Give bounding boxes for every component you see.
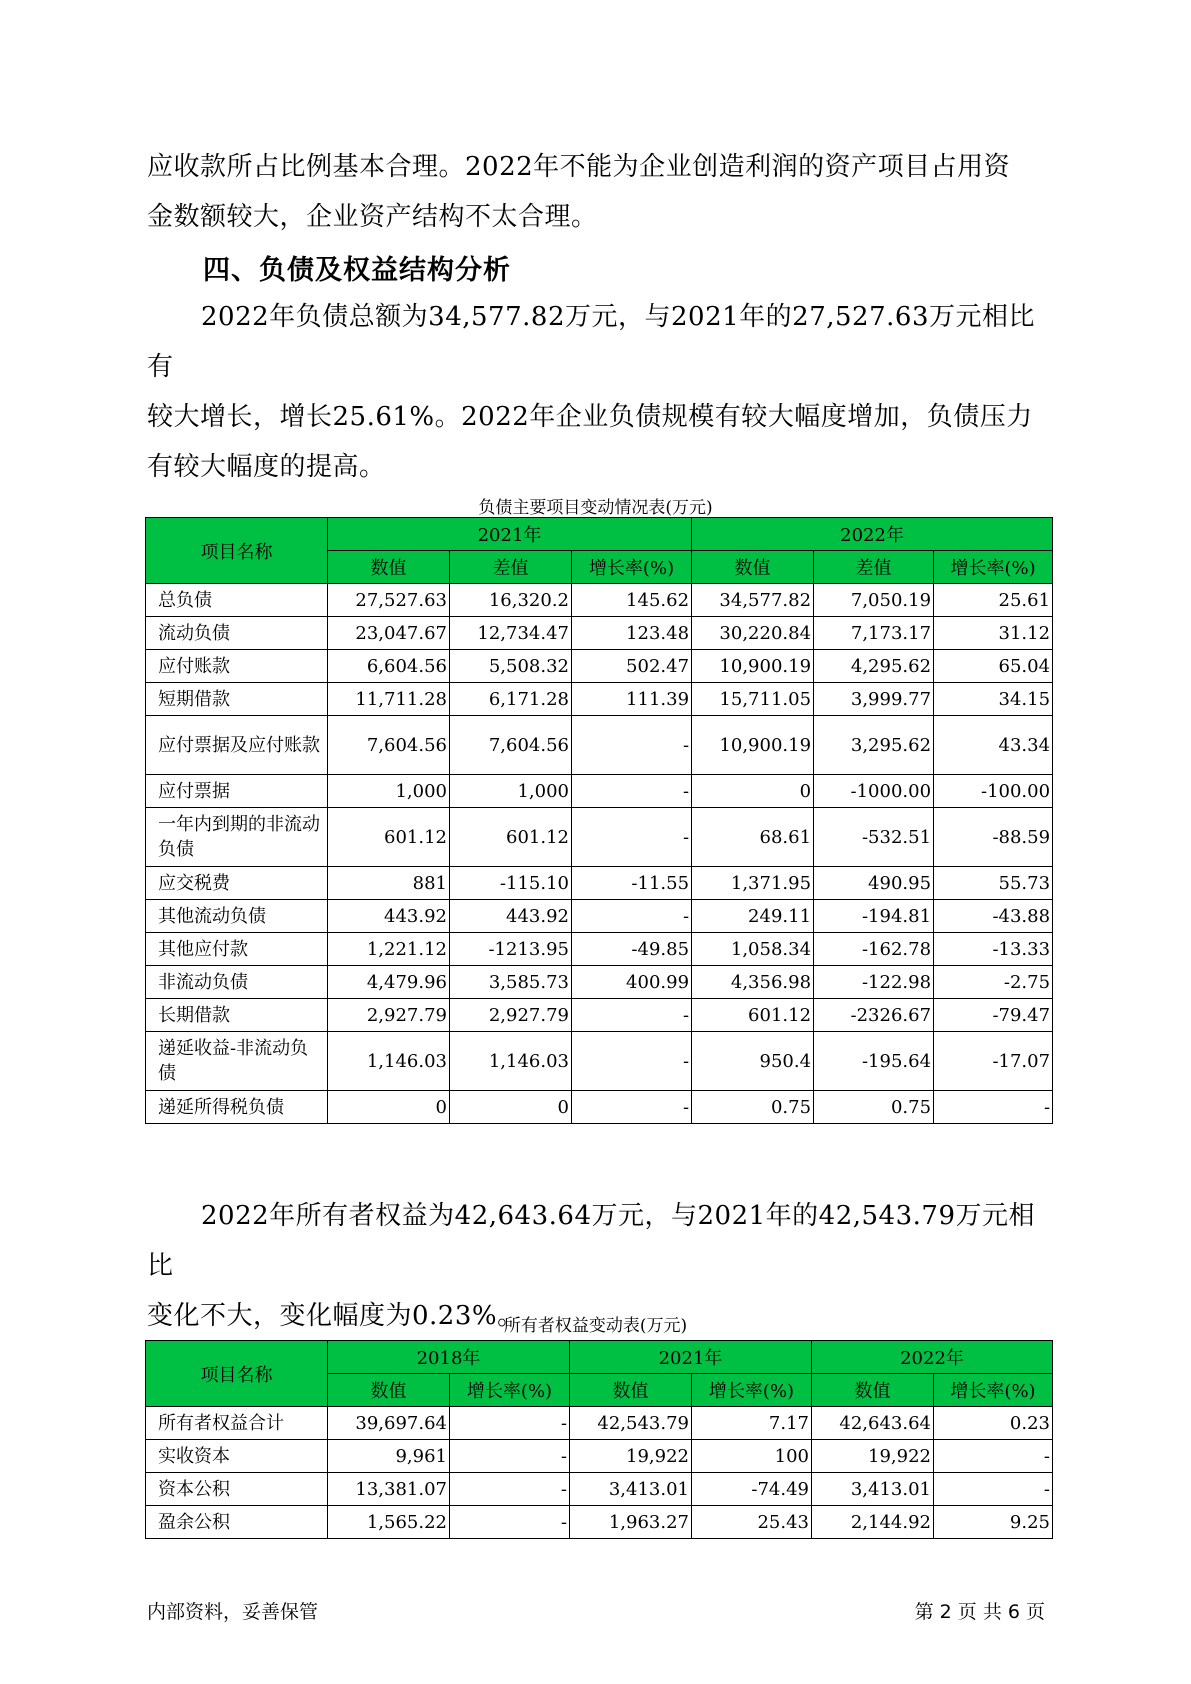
table-cell: 30,220.84: [692, 617, 814, 650]
table-cell: 1,000: [328, 775, 450, 808]
table-cell: 9.25: [934, 1506, 1053, 1539]
table-cell: 43.34: [934, 716, 1053, 775]
table-row: [146, 808, 1053, 867]
table-cell: 1,963.27: [570, 1506, 692, 1539]
table-cell: -: [450, 1407, 570, 1440]
table-cell: 39,697.64: [328, 1407, 450, 1440]
table-cell: 4,479.96: [328, 966, 450, 999]
table-cell: 2,927.79: [328, 999, 450, 1032]
row-label: 非流动负债: [146, 966, 328, 999]
table-cell: -122.98: [814, 966, 934, 999]
table-cell: -13.33: [934, 933, 1053, 966]
table-cell: 601.12: [328, 808, 450, 867]
table-row: [146, 617, 1053, 650]
table-cell: 3,413.01: [812, 1473, 934, 1506]
table-cell: -162.78: [814, 933, 934, 966]
column-header: 数值: [692, 551, 814, 584]
row-label: 实收资本: [146, 1440, 328, 1473]
table-row: [146, 900, 1053, 933]
liability-line-1: 2022年负债总额为34,577.82万元，与2021年的27,527.63万元相比有: [147, 302, 1035, 382]
table-cell: -: [572, 1032, 692, 1091]
table-cell: 19,922: [812, 1440, 934, 1473]
footer-page-number: 第 2 页 共 6 页: [914, 1601, 1045, 1623]
table-cell: 25.61: [934, 584, 1053, 617]
table-row: [146, 999, 1053, 1032]
row-label: 所有者权益合计: [146, 1407, 328, 1440]
table-row: [146, 1473, 1053, 1506]
table-cell: 0: [328, 1091, 450, 1124]
table-cell: 123.48: [572, 617, 692, 650]
table-cell: -88.59: [934, 808, 1053, 867]
table-cell: 15,711.05: [692, 683, 814, 716]
table-cell: 65.04: [934, 650, 1053, 683]
table-cell: 9,961: [328, 1440, 450, 1473]
table-cell: -: [572, 775, 692, 808]
table-cell: 11,711.28: [328, 683, 450, 716]
year-header: 2022年: [692, 518, 1053, 551]
table-cell: 7,604.56: [450, 716, 572, 775]
table-row: [146, 716, 1053, 775]
equity-table: [145, 1340, 1053, 1539]
table-cell: -79.47: [934, 999, 1053, 1032]
table-cell: 3,999.77: [814, 683, 934, 716]
table-cell: 145.62: [572, 584, 692, 617]
table-cell: 490.95: [814, 867, 934, 900]
row-label: 总负债: [146, 584, 328, 617]
table-row: [146, 650, 1053, 683]
item-name-header: 项目名称: [146, 518, 328, 584]
table-row: [146, 1506, 1053, 1539]
liability-line-3: 有较大幅度的提高。: [147, 452, 386, 482]
row-label: 其他应付款: [146, 933, 328, 966]
table-cell: 55.73: [934, 867, 1053, 900]
column-header: 数值: [812, 1374, 934, 1407]
table-cell: 42,543.79: [570, 1407, 692, 1440]
column-header: 增长率(%): [450, 1374, 570, 1407]
row-label: 资本公积: [146, 1473, 328, 1506]
table-cell: 12,734.47: [450, 617, 572, 650]
table-cell: 5,508.32: [450, 650, 572, 683]
table-cell: -100.00: [934, 775, 1053, 808]
equity-table-caption: 所有者权益变动表(万元): [503, 1316, 688, 1336]
table-cell: -: [572, 1091, 692, 1124]
year-header: 2022年: [812, 1341, 1053, 1374]
row-label: 应交税费: [146, 867, 328, 900]
table-cell: 6,171.28: [450, 683, 572, 716]
row-label: 应付票据: [146, 775, 328, 808]
table-cell: -: [572, 900, 692, 933]
year-header: 2021年: [328, 518, 692, 551]
item-name-header: 项目名称: [146, 1341, 328, 1407]
table-cell: 4,356.98: [692, 966, 814, 999]
table-cell: 7,050.19: [814, 584, 934, 617]
column-header: 增长率(%): [572, 551, 692, 584]
table-cell: 950.4: [692, 1032, 814, 1091]
table-cell: -: [934, 1091, 1053, 1124]
table-cell: -: [450, 1473, 570, 1506]
row-label: 盈余公积: [146, 1506, 328, 1539]
table-cell: 1,565.22: [328, 1506, 450, 1539]
table-cell: 10,900.19: [692, 650, 814, 683]
table-cell: 7,604.56: [328, 716, 450, 775]
table-cell: 601.12: [450, 808, 572, 867]
table-cell: 881: [328, 867, 450, 900]
table-cell: 1,221.12: [328, 933, 450, 966]
column-header: 数值: [328, 1374, 450, 1407]
year-header: 2021年: [570, 1341, 812, 1374]
table-cell: -: [934, 1440, 1053, 1473]
table-cell: -17.07: [934, 1032, 1053, 1091]
column-header: 数值: [328, 551, 450, 584]
row-label: 其他流动负债: [146, 900, 328, 933]
table-cell: 4,295.62: [814, 650, 934, 683]
table-cell: 0: [692, 775, 814, 808]
table-cell: 34,577.82: [692, 584, 814, 617]
liability-line-2: 较大增长，增长25.61%。2022年企业负债规模有较大幅度增加，负债压力: [147, 402, 1033, 432]
table-cell: 0: [450, 1091, 572, 1124]
table-cell: 27,527.63: [328, 584, 450, 617]
section-heading: 四、负债及权益结构分析: [203, 255, 511, 286]
row-label: 递延所得税负债: [146, 1091, 328, 1124]
table-cell: 7,173.17: [814, 617, 934, 650]
table-cell: 34.15: [934, 683, 1053, 716]
table-cell: 400.99: [572, 966, 692, 999]
table-row: [146, 584, 1053, 617]
table-cell: 16,320.2: [450, 584, 572, 617]
table-cell: -11.55: [572, 867, 692, 900]
table-cell: 443.92: [450, 900, 572, 933]
table-cell: -49.85: [572, 933, 692, 966]
liability-paragraph: [147, 292, 1047, 492]
table-cell: 1,371.95: [692, 867, 814, 900]
table-cell: -74.49: [692, 1473, 812, 1506]
liability-table-caption: 负债主要项目变动情况表(万元): [478, 498, 713, 518]
row-label: 长期借款: [146, 999, 328, 1032]
table-cell: -: [450, 1440, 570, 1473]
table-cell: 7.17: [692, 1407, 812, 1440]
table-cell: -: [572, 999, 692, 1032]
table-cell: 3,295.62: [814, 716, 934, 775]
table-row: [146, 867, 1053, 900]
table-cell: 249.11: [692, 900, 814, 933]
table-row: [146, 1440, 1053, 1473]
row-label: 应付票据及应付账款: [146, 716, 328, 775]
column-header: 增长率(%): [692, 1374, 812, 1407]
table-cell: -: [572, 716, 692, 775]
year-header: 2018年: [328, 1341, 570, 1374]
table-cell: -532.51: [814, 808, 934, 867]
table-cell: -: [450, 1506, 570, 1539]
table-cell: 23,047.67: [328, 617, 450, 650]
table-cell: -43.88: [934, 900, 1053, 933]
table-cell: 100: [692, 1440, 812, 1473]
table-cell: -115.10: [450, 867, 572, 900]
table-cell: 31.12: [934, 617, 1053, 650]
table-cell: 0.23: [934, 1407, 1053, 1440]
table-row: [146, 1091, 1053, 1124]
table-cell: -: [934, 1473, 1053, 1506]
row-label: 短期借款: [146, 683, 328, 716]
table-cell: -: [572, 808, 692, 867]
column-header: 数值: [570, 1374, 692, 1407]
table-cell: -195.64: [814, 1032, 934, 1091]
table-cell: 443.92: [328, 900, 450, 933]
table-cell: 1,058.34: [692, 933, 814, 966]
table-cell: -1213.95: [450, 933, 572, 966]
intro-paragraph: [147, 142, 1047, 242]
table-cell: 68.61: [692, 808, 814, 867]
table-cell: 13,381.07: [328, 1473, 450, 1506]
table-row: [146, 775, 1053, 808]
table-cell: 25.43: [692, 1506, 812, 1539]
row-label: 流动负债: [146, 617, 328, 650]
row-label: 一年内到期的非流动负债: [146, 808, 328, 867]
table-row: [146, 933, 1053, 966]
column-header: 差值: [450, 551, 572, 584]
table-cell: 1,000: [450, 775, 572, 808]
equity-line-2: 变化不大，变化幅度为0.23%。: [147, 1301, 524, 1331]
table-cell: 111.39: [572, 683, 692, 716]
table-cell: 19,922: [570, 1440, 692, 1473]
table-cell: 502.47: [572, 650, 692, 683]
table-row: [146, 683, 1053, 716]
table-cell: 0.75: [692, 1091, 814, 1124]
column-header: 增长率(%): [934, 551, 1053, 584]
table-cell: 1,146.03: [328, 1032, 450, 1091]
table-cell: -2.75: [934, 966, 1053, 999]
table-cell: -1000.00: [814, 775, 934, 808]
table-cell: 1,146.03: [450, 1032, 572, 1091]
intro-line-1: 应收款所占比例基本合理。2022年不能为企业创造利润的资产项目占用资: [147, 152, 1011, 182]
table-cell: 3,585.73: [450, 966, 572, 999]
table-cell: 3,413.01: [570, 1473, 692, 1506]
table-row: [146, 966, 1053, 999]
table-cell: 2,144.92: [812, 1506, 934, 1539]
table-row: [146, 1032, 1053, 1091]
footer-confidential-note: 内部资料，妥善保管: [147, 1601, 319, 1623]
table-cell: 6,604.56: [328, 650, 450, 683]
column-header: 差值: [814, 551, 934, 584]
table-cell: 42,643.64: [812, 1407, 934, 1440]
row-label: 递延收益-非流动负债: [146, 1032, 328, 1091]
table-cell: -2326.67: [814, 999, 934, 1032]
table-cell: 0.75: [814, 1091, 934, 1124]
table-cell: 10,900.19: [692, 716, 814, 775]
equity-line-1: 2022年所有者权益为42,643.64万元，与2021年的42,543.79万元相比: [147, 1201, 1035, 1281]
column-header: 增长率(%): [934, 1374, 1053, 1407]
table-row: [146, 1407, 1053, 1440]
intro-line-2: 金数额较大，企业资产结构不太合理。: [147, 202, 598, 232]
row-label: 应付账款: [146, 650, 328, 683]
liability-table: [145, 517, 1053, 1124]
table-cell: 601.12: [692, 999, 814, 1032]
table-cell: 2,927.79: [450, 999, 572, 1032]
table-cell: -194.81: [814, 900, 934, 933]
